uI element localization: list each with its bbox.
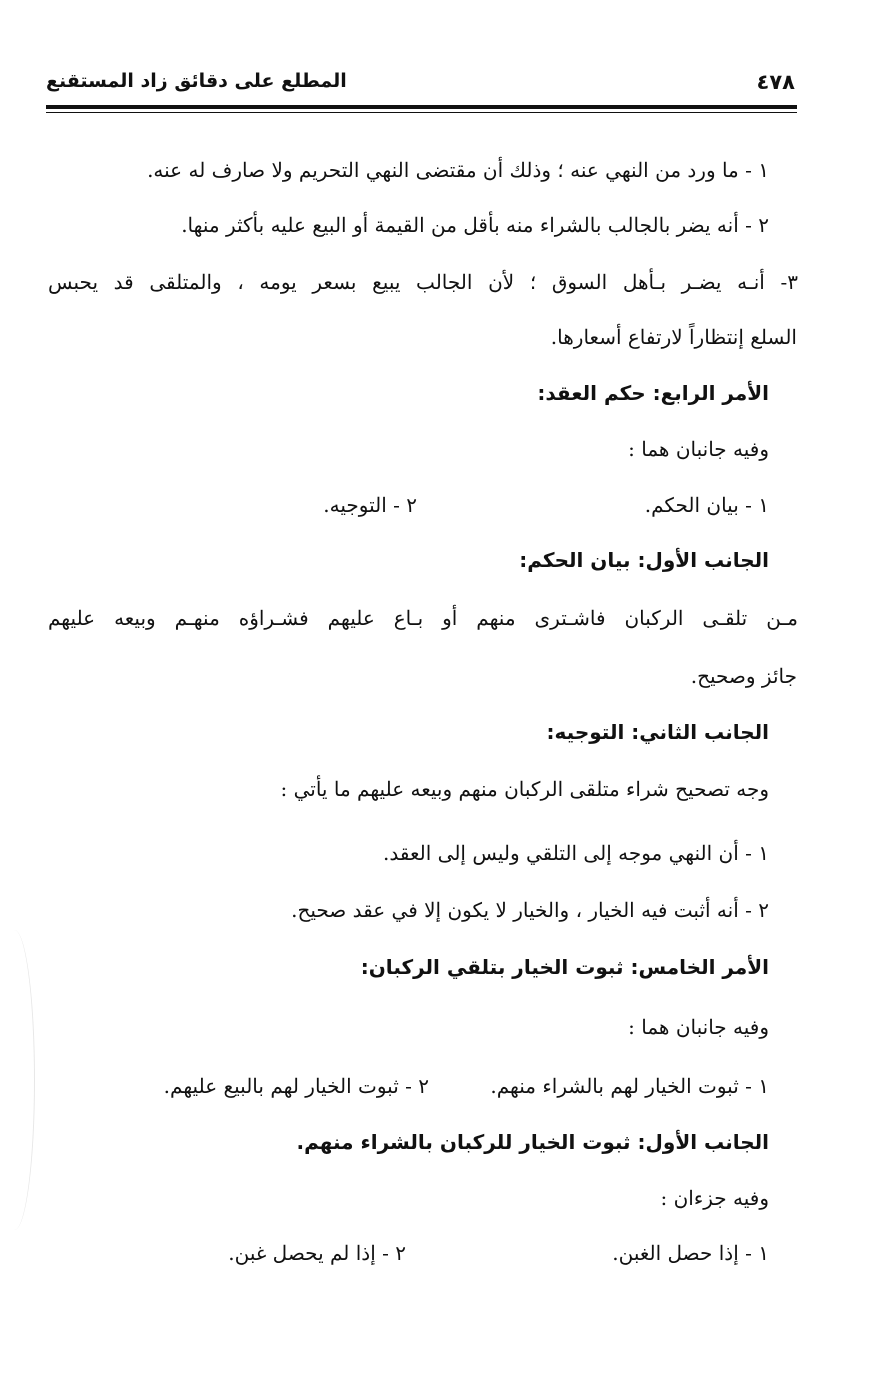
- text-line: وجه تصحيح شراء متلقى الركبان منهم وبيعه عليهم ما يأتي :: [280, 777, 769, 801]
- scan-edge-artifact: [0, 930, 35, 1230]
- text-line: وفيه جانبان هما :: [628, 437, 769, 461]
- sub-heading: الجانب الأول: بيان الحكم:: [519, 548, 769, 572]
- list-item: ٢ - ثبوت الخيار لهم بالبيع عليهم.: [163, 1074, 429, 1098]
- text-line: وفيه جزءان :: [660, 1186, 769, 1210]
- text-line: جائز وصحيح.: [690, 664, 797, 688]
- text-line: ١ - أن النهي موجه إلى التلقي وليس إلى العقد.: [383, 841, 769, 865]
- text-line: ٢ - أنه يضر بالجالب بالشراء منه بأقل من القيمة أو البيع عليه بأكثر منها.: [181, 213, 769, 237]
- list-item: ٢ - إذا لم يحصل غبن.: [228, 1241, 406, 1265]
- list-pair: [48, 1071, 769, 1101]
- list-item: ٢ - التوجيه.: [323, 493, 417, 517]
- text-line: السلع إنتظاراً لارتفاع أسعارها.: [550, 325, 797, 349]
- list-item: ١ - إذا حصل الغبن.: [612, 1241, 769, 1265]
- list-item: ١ - بيان الحكم.: [644, 493, 769, 517]
- sub-heading: الجانب الثاني: التوجيه:: [546, 720, 769, 744]
- text-line: وفيه جانبان هما :: [628, 1015, 769, 1039]
- sub-heading: الجانب الأول: ثبوت الخيار للركبان بالشراء منهم.: [296, 1130, 769, 1154]
- list-pair: [48, 1238, 769, 1268]
- text-line: ٣- أنـه يضـر بـأهل السوق ؛ لأن الجالب يبيع بسعر يومه ، والمتلقى قد يحبس: [48, 270, 798, 294]
- page-header: [46, 70, 795, 100]
- page-number: ٤٧٨: [756, 70, 795, 94]
- text-line: ٢ - أنه أثبت فيه الخيار ، والخيار لا يكون إلا في عقد صحيح.: [291, 898, 769, 922]
- list-pair: [48, 490, 769, 520]
- section-heading: الأمر الخامس: ثبوت الخيار بتلقي الركبان:: [360, 955, 769, 979]
- header-rule-thin: [46, 112, 797, 113]
- list-item: ١ - ثبوت الخيار لهم بالشراء منهم.: [490, 1074, 769, 1098]
- text-line: مـن تلقـى الركبان فاشـترى منهم أو بـاع عليهم فشـراؤه منهـم وبيعه عليهم: [48, 606, 798, 630]
- text-line: ١ - ما ورد من النهي عنه ؛ وذلك أن مقتضى النهي التحريم ولا صارف له عنه.: [147, 158, 769, 182]
- section-heading: الأمر الرابع: حكم العقد:: [537, 381, 769, 405]
- running-title: المطلع على دقائق زاد المستقنع: [46, 70, 347, 92]
- header-rule-thick: [46, 105, 797, 109]
